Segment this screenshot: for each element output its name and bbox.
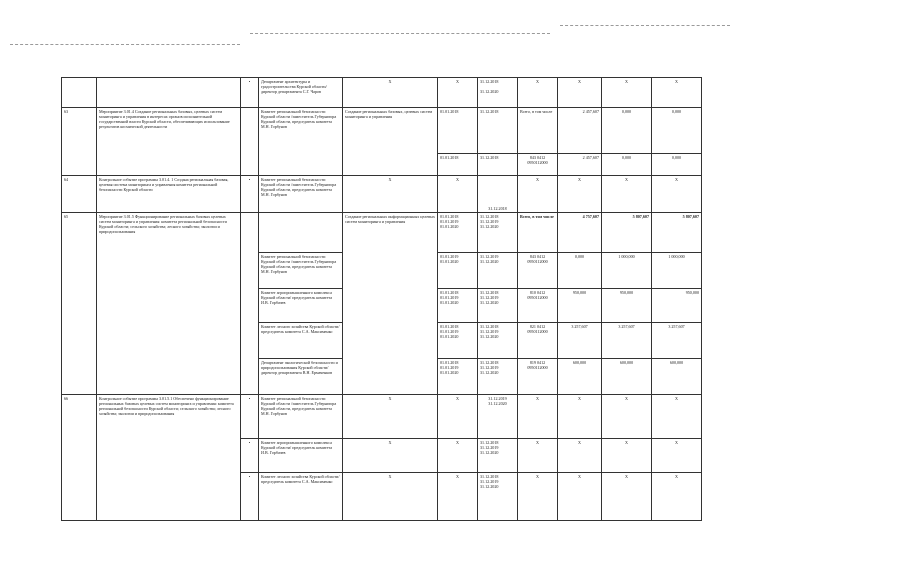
row-number: 64 [62,176,97,213]
cell-x: X [558,473,602,521]
value-2020: 0,000 [652,154,702,176]
start-date: 01.01.2018 [438,108,478,154]
date-cell: 31.12.2018 31.12.2019 31.12.2020 [478,439,518,473]
value-2018: 4 757,607 [558,213,602,253]
scan-artifact-line [250,33,550,34]
row-number: 63 [62,108,97,176]
scan-artifact-line [560,25,730,26]
cell-x: X [438,439,478,473]
value-2018: 600,000 [558,359,602,395]
kbk-cell: 821 0412 0950112000 [518,323,558,359]
date-cell: 31.12.2018 31.12.2020 [478,78,518,108]
cell-x: X [602,439,652,473]
end-date: 31.12.2018 31.12.2019 31.12.2020 [478,289,518,323]
value-2019: 3 257,607 [602,323,652,359]
cell-x: X [343,473,438,521]
cell-x: X [602,78,652,108]
cell-x: X [343,78,438,108]
scan-artifact-line [10,44,240,45]
responsible-cell [259,213,343,253]
cell-x: X [438,176,478,213]
cell-x: X [343,176,438,213]
row-number: 65 [62,213,97,395]
value-2020: 1 000,000 [652,253,702,289]
date-cell: 31.12.2019 31.12.2020 [478,395,518,439]
event-cell [97,78,241,108]
start-date: 01.01.2018 01.01.2019 01.01.2020 [438,289,478,323]
cell-x: X [602,473,652,521]
bullet-mark: • [241,176,259,213]
responsible-cell: Комитет региональной безопасности Курской области /заместитель Губернатора Курской области, председатель комитета М.Н. Горбунов [259,176,343,213]
end-date: 31.12.2018 31.12.2019 31.12.2020 [478,323,518,359]
cell-x: X [558,176,602,213]
bullet-mark [241,108,259,176]
start-date: 01.01.2018 [438,154,478,176]
cell-x: X [438,78,478,108]
row-number: 66 [62,395,97,521]
event-cell: Мероприятие 3.01.5 Функционирование региональных базовых целевых систем мониторинга и управления: комитета региональной безопасности Курской области; сельского хозяйства; лесного хозяйства; экологии и природопользования [97,213,241,395]
responsible-cell: Комитет лесного хозяйства Курской области/председатель комитета С.А. Максименко [259,323,343,359]
date-cell: 31.12.2018 31.12.2019 31.12.2020 [478,473,518,521]
cell-x: X [518,176,558,213]
kbk-cell: Всего, в том числе [518,108,558,154]
value-2019: 1 000,000 [602,253,652,289]
event-cell: Мероприятие 3.01.4 Создание региональных базовых, целевых систем мониторинга и управления в интересах органов исполнительной государственной власти Курской области, обеспечивающих использование результатов космической деятельности [97,108,241,176]
kbk-cell: 843 0412 0950112000 [518,154,558,176]
event-cell: Контрольное событие программы 3.01.5.1 Обеспечено функционирование региональных базовых целевых систем мониторинга и управления: комитета региональной безопасности Курской области; сельского хозяйства; лесного хозяйства; экологии и природопользования [97,395,241,521]
value-2019: 5 807,607 [602,213,652,253]
cell-x: X [652,176,702,213]
responsible-cell: Комитет региональной безопасности Курской области /заместитель Губернатора Курской области, председатель комитета М.Н. Горбунов [259,395,343,439]
cell-x: X [518,439,558,473]
value-2020: 3 257,607 [652,323,702,359]
kbk-cell: 819 0412 0950112000 [518,359,558,395]
responsible-cell: Комитет агропромышленного комплекса Курской области/ председатель комитета И.В. Горбачев [259,289,343,323]
start-date: 01.01.2018 01.01.2019 01.01.2020 [438,359,478,395]
value-2020: 5 807,607 [652,213,702,253]
start-date: 01.01.2018 01.01.2019 01.01.2020 [438,323,478,359]
event-cell: Контрольное событие программы 3.01.4. 1 Создана региональная базовая, целевая система мониторинга и управления комитета региональной безопасности Курской области [97,176,241,213]
row-number [62,78,97,108]
cell-x: X [652,78,702,108]
cell-x: X [558,78,602,108]
cell-x: X [438,473,478,521]
responsible-cell: Департамент архитектуры и градостроительства Курской области/ директор департамента С.Г. Чаров [259,78,343,108]
cell-x: X [602,176,652,213]
table-row [62,176,702,213]
value-2018: 0,000 [558,253,602,289]
value-2020: 0,000 [652,108,702,154]
value-2019: 0,000 [602,154,652,176]
kbk-cell: 810 0412 0950112000 [518,289,558,323]
cell-x: X [343,395,438,439]
end-date: 31.12.2018 31.12.2019 31.12.2020 [478,213,518,253]
kbk-cell: 843 0412 0950112000 [518,253,558,289]
value-2019: 600,000 [602,359,652,395]
responsible-cell: Комитет региональной безопасности Курской области /заместитель Губернатора Курской области, председатель комитета М.Н. Горбунов [259,108,343,176]
cell-x: X [602,395,652,439]
cell-x: X [652,439,702,473]
value-2018: 950,000 [558,289,602,323]
responsible-cell: Комитет агропромышленного комплекса Курской области/ председатель комитета И.В. Горбачев [259,439,343,473]
end-date: 31.12.2018 [478,154,518,176]
end-date: 31.12.2019 31.12.2020 [478,253,518,289]
result-cell: Создание региональных базовых, целевых систем мониторинга и управления [343,108,438,176]
cell-x: X [558,395,602,439]
cell-x: X [652,473,702,521]
responsible-cell: Департамент экологической безопасности и природопользования Курской области/ директор департамента В.Н. Ермаченков [259,359,343,395]
cell-x: X [652,395,702,439]
start-date: 01.01.2018 01.01.2019 01.01.2020 [438,213,478,253]
bullet-mark: • [241,395,259,439]
start-date: 01.01.2019 01.01.2020 [438,253,478,289]
value-2020: 600,000 [652,359,702,395]
kbk-cell: Всего, в том числе [518,213,558,253]
table-row [62,108,702,154]
value-2018: 2 457,607 [558,108,602,154]
cell-x: X [518,78,558,108]
cell-x: X [343,439,438,473]
bullet-mark [241,213,259,395]
bullet-mark: • [241,439,259,473]
program-table [61,77,702,521]
cell-x: X [438,395,478,439]
table-row [62,78,702,108]
bullet-mark: • [241,78,259,108]
end-date: 31.12.2018 31.12.2019 31.12.2020 [478,359,518,395]
responsible-cell: Комитет лесного хозяйства Курской области/председатель комитета С.А. Максименко [259,473,343,521]
date-cell: 31.12.2018 [478,176,518,213]
value-2019: 950,000 [602,289,652,323]
cell-x: X [518,395,558,439]
cell-x: X [518,473,558,521]
bullet-mark: • [241,473,259,521]
value-2018: 3 257,607 [558,323,602,359]
cell-x: X [558,439,602,473]
end-date: 31.12.2018 [478,108,518,154]
value-2019: 0,000 [602,108,652,154]
table-row [62,395,702,439]
value-2018: 2 457,607 [558,154,602,176]
result-cell: Создание региональных информационных целевых систем мониторинга и управления [343,213,438,395]
value-2020: 950,000 [652,289,702,323]
responsible-cell: Комитет региональной безопасности Курской области /заместитель Губернатора Курской области, председатель комитета М.Н. Горбунов [259,253,343,289]
table-row [62,213,702,253]
